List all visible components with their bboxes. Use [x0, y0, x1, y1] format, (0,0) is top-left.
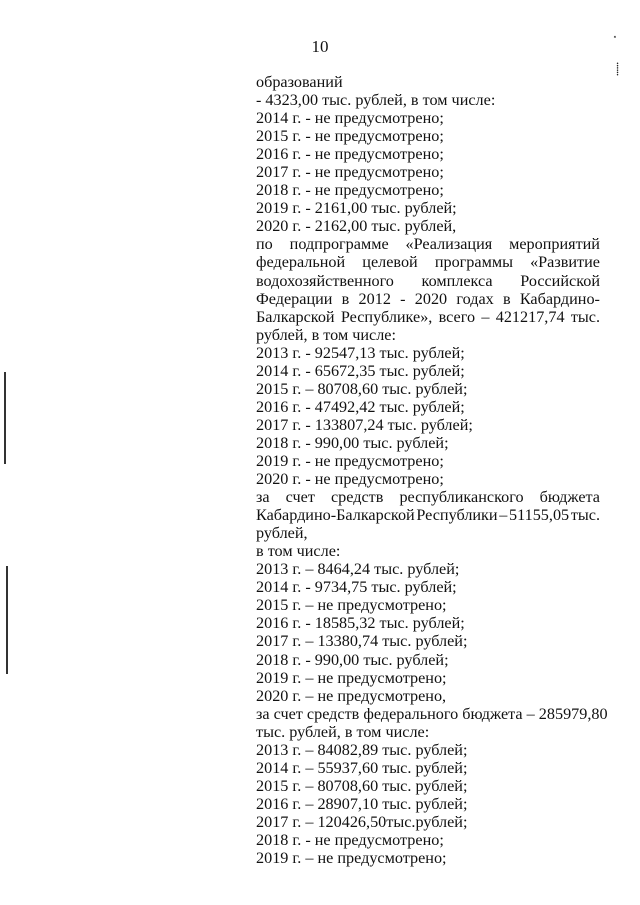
word: счет [285, 488, 315, 507]
word: 421217,74 [495, 307, 565, 326]
text-line: 2013 г. – 8464,24 тыс. рублей; [256, 560, 460, 579]
justified-line [256, 272, 600, 290]
subprogram-paragraph [256, 235, 600, 325]
word: «Реализация [405, 235, 493, 254]
page-number: 10 [311, 37, 329, 56]
word: 2012 [358, 289, 391, 308]
word: в [341, 289, 350, 308]
text-line: 2020 г. – не предусмотрено, [256, 686, 447, 705]
text-line: 2016 г. - не предусмотрено; [256, 145, 444, 164]
text-line: рублей, [256, 524, 308, 543]
text-line: 2018 г. - 990,00 тыс. рублей; [256, 650, 449, 669]
text-line: 2017 г. – 120426,50тыс.рублей; [256, 812, 468, 831]
text-line: 2016 г. - 47492,42 тыс. рублей; [256, 397, 465, 416]
margin-scan-line [4, 372, 6, 464]
text-line: 2019 г. – не предусмотрено; [256, 849, 447, 868]
justified-line [256, 253, 600, 271]
text-line: за счет средств федерального бюджета – 285979,80 [256, 704, 608, 723]
text-line: 2015 г. - не предусмотрено; [256, 127, 444, 146]
word: комплекса [421, 271, 493, 290]
text-line: 2017 г. - 133807,24 тыс. рублей; [256, 415, 473, 434]
word: бюджета [539, 488, 600, 507]
word: Кабардино-Балкарской [256, 506, 415, 525]
word: за [256, 488, 270, 507]
text-line: 2013 г. - 92547,13 тыс. рублей; [256, 343, 465, 362]
text-line: 2016 г. – 28907,10 тыс. рублей; [256, 794, 468, 813]
text-line: 2018 г. - 990,00 тыс. рублей; [256, 433, 449, 452]
word: Республики [416, 506, 498, 525]
margin-scan-line [6, 566, 8, 674]
text-line: 2020 г. - 2162,00 тыс. рублей, [256, 217, 457, 236]
text-line: 2016 г. - 18585,32 тыс. рублей; [256, 614, 465, 633]
justified-line [256, 308, 600, 326]
word: – [499, 506, 508, 525]
word: Кабардино- [519, 289, 600, 308]
text-line: в том числе: [256, 542, 341, 561]
text-line: 2015 г. – 80708,60 тыс. рублей; [256, 379, 468, 398]
funding-block-municipal [256, 73, 600, 235]
republic-budget-paragraph [256, 488, 600, 524]
funding-block-subprogram [256, 326, 600, 488]
word: программы [434, 253, 513, 272]
text-line: 2017 г. – 13380,74 тыс. рублей; [256, 632, 468, 651]
word: подпрограмме [289, 235, 389, 254]
word: – [481, 307, 490, 326]
word: по [256, 235, 273, 254]
word: 51155,05 [509, 506, 570, 525]
scan-speck-mark: ⸽ [616, 62, 620, 76]
word: целевой [362, 253, 418, 272]
scan-speck-mark: ⸼ [614, 24, 617, 38]
text-line: 2015 г. – 80708,60 тыс. рублей; [256, 776, 468, 795]
word: федеральной [256, 253, 346, 272]
text-line: 2019 г. - не предусмотрено; [256, 451, 444, 470]
justified-line [256, 235, 600, 253]
word: - [400, 289, 406, 308]
justified-line [256, 290, 600, 308]
word: водохозяйственного [256, 271, 394, 290]
text-line: 2017 г. - не предусмотрено; [256, 163, 444, 182]
text-line: 2014 г. - не предусмотрено; [256, 109, 444, 128]
text-line: тыс. рублей, в том числе: [256, 722, 430, 741]
word: тыс. [570, 307, 600, 326]
document-body [256, 73, 608, 868]
text-line: 2013 г. – 84082,89 тыс. рублей; [256, 740, 468, 759]
word: Российской [520, 271, 600, 290]
word: республиканского [399, 488, 524, 507]
text-line: - 4323,00 тыс. рублей, в том числе: [256, 91, 496, 110]
text-line: 2015 г. – не предусмотрено; [256, 596, 447, 615]
word: мероприятий [509, 235, 600, 254]
text-line: 2019 г. - 2161,00 тыс. рублей; [256, 199, 457, 218]
text-line: 2018 г. - не предусмотрено; [256, 181, 444, 200]
word: Балкарской [256, 307, 335, 326]
text-line: 2014 г. - 65672,35 тыс. рублей; [256, 361, 465, 380]
text-line: 2014 г. - 9734,75 тыс. рублей; [256, 578, 457, 597]
word: 2020 [414, 289, 448, 308]
text-line: образований [256, 73, 343, 91]
word: средств [330, 488, 384, 507]
funding-block-republic-federal [256, 524, 608, 868]
text-line: 2018 г. - не предусмотрено; [256, 830, 444, 849]
word: «Развитие [530, 253, 600, 272]
word: Федерации [256, 289, 333, 308]
word: тыс. [570, 506, 600, 525]
text-line: 2019 г. – не предусмотрено; [256, 668, 447, 687]
word: в [502, 289, 511, 308]
word: Республике», [340, 307, 433, 326]
word: годах [456, 289, 494, 308]
word: всего [438, 307, 476, 326]
text-line: 2014 г. – 55937,60 тыс. рублей; [256, 758, 468, 777]
justified-line [256, 506, 600, 524]
justified-line [256, 488, 600, 506]
text-line: 2020 г. - не предусмотрено; [256, 470, 444, 489]
text-line: рублей, в том числе: [256, 325, 396, 344]
